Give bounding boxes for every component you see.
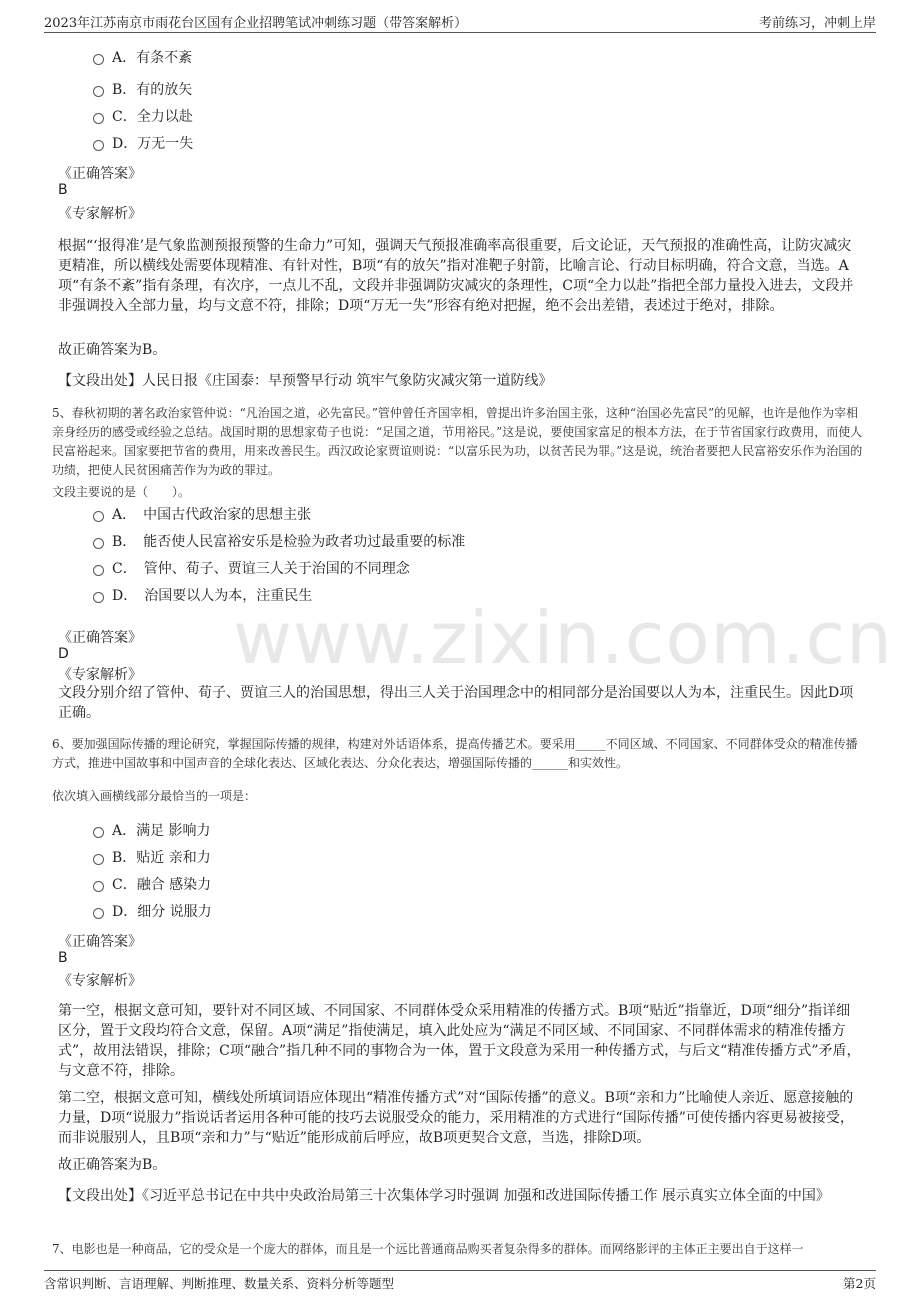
radio-icon[interactable] <box>93 86 104 97</box>
q6-answer: B <box>58 950 68 966</box>
radio-icon[interactable] <box>93 538 104 549</box>
radio-icon[interactable] <box>93 827 104 838</box>
q6-option-c[interactable]: C．融合 感染力 <box>93 875 211 895</box>
q6-option-b[interactable]: B．贴近 亲和力 <box>93 848 211 868</box>
doc-title: 2023年江苏南京市雨花台区国有企业招聘笔试冲刺练习题（带答案解析） <box>44 16 468 31</box>
page-header <box>44 10 876 33</box>
q6-analysis-first: 第一空，根据文意可知，要针对不同区域、不同国家、不同群体受众采用精准的传播方式。B项“贴近”指靠近，D项“细分”指详细区分，置于文段均符合文意，保留。A项“满足”指使满足，填入此处应为“满足不同区域、不同国家、不同群体需求的精准传播方式”，故用法错误，排除；C项“融合”指几种不同的事物合为一体，置于文段意为采用一种传播方式，与后文“精准传播方式”矛盾，与文意不符，排除。 <box>58 1003 861 1079</box>
q6-stem: 6、要加强国际传播的理论研究，掌握国际传播的规律，构建对外话语体系，提高传播艺术。要采用_____不同区域、不同国家、不同群体受众的精准传播方式，推进中国故事和中国声音的全球化表达、区域化表达、分众化表达，增强国际传播的______和实效性。 <box>52 737 858 770</box>
q5-prompt: 文段主要说的是（ ）。 <box>52 485 191 499</box>
q5-stem: 5、春秋初期的著名政治家管仲说：“凡治国之道，必先富民。”管仲曾任齐国宰相，曾提出许多治国主张，这种“治国必先富民”的见解，也许是他作为宰相亲身经历的感受或经验之总结。战国时期的思想家荀子也说：“足国之道，节用裕民。”这是说，要使国家富足的根本方法，在于节省国家行政费用，而使人民富裕起来。国家要把节省的费用，用来改善民生。西汉政论家贾谊则说：“以富乐民为功，以贫苦民为罪。”这是说，统治者要把人民富裕安乐作为治国的功绩，把使人民贫困痛苦作为为政的罪过。 <box>52 406 863 477</box>
q5-option-d[interactable]: D． 治国要以人为本，注重民生 <box>93 586 312 606</box>
q5-option-b[interactable]: B． 能否使人民富裕安乐是检验为政者功过最重要的标准 <box>93 532 465 552</box>
footer-description: 含常识判断、言语理解、判断推理、数量关系、资料分析等题型 <box>44 1276 395 1291</box>
q4-option-d[interactable]: D．万无一失 <box>93 134 193 154</box>
radio-icon[interactable] <box>93 881 104 892</box>
q4-answer-label: 《正确答案》 <box>58 166 142 182</box>
q6-analysis-second: 第二空，根据文意可知，横线处所填词语应体现出“精准传播方式”对“国际传播”的意义。B项“亲和力”比喻使人亲近、愿意接触的力量，D项“说服力”指说话者运用各种可能的技巧去说服受众的能力，采用精准的方式进行“国际传播”可使传播内容更易被接受，而非说服别人，且B项“亲和力”与“贴近”能形成前后呼应，故B项更契合文意，当选，排除D项。 <box>58 1090 854 1146</box>
q4-conclusion: 故正确答案为B。 <box>58 342 167 358</box>
q4-option-b[interactable]: B．有的放矢 <box>93 80 192 100</box>
radio-icon[interactable] <box>93 113 104 124</box>
q5-answer-label: 《正确答案》 <box>58 630 142 646</box>
radio-icon[interactable] <box>93 511 104 522</box>
page-footer <box>44 1270 876 1293</box>
q5-option-a[interactable]: A． 中国古代政治家的思想主张 <box>93 505 311 525</box>
q4-analysis: 根据“‘报得准’是气象监测预报预警的生命力”可知，强调天气预报准确率高很重要，后文论证，天气预报的准确性高，让防灾减灾更精准，所以横线处需要体现精准、有针对性，B项“有的放矢”指对准靶子射箭，比喻言论、行动目标明确，符合文意，当选。A项“有条不紊”指有条理，有次序，一点儿不乱，文段并非强调防灾减灾的条理性，C项“全力以赴”指把全部力量投入进去，文段并非强调投入全部力量，均与文意不符，排除；D项“万无一失”形容有绝对把握，绝不会出差错，表述过于绝对，排除。 <box>58 238 854 314</box>
watermark: www.zixin.com.cn <box>233 596 893 680</box>
q6-option-a[interactable]: A．满足 影响力 <box>93 821 211 841</box>
radio-icon[interactable] <box>93 592 104 603</box>
radio-icon[interactable] <box>93 908 104 919</box>
q7-stem: 7、电影也是一种商品，它的受众是一个庞大的群体，而且是一个远比普通商品购买者复杂得多的群体。而网络影评的主体正主要出自于这样一 <box>52 1242 804 1256</box>
q5-analysis-label: 《专家解析》 <box>58 667 142 683</box>
q4-answer: B <box>58 182 68 198</box>
radio-icon[interactable] <box>93 140 104 151</box>
q6-prompt: 依次填入画横线部分最恰当的一项是： <box>52 789 257 803</box>
q4-option-c[interactable]: C．全力以赴 <box>93 107 193 127</box>
q4-source: 【文段出处】人民日报《庄国泰：早预警早行动 筑牢气象防灾减灾第一道防线》 <box>58 373 553 389</box>
q4-option-a[interactable]: A．有条不紊 <box>93 48 192 68</box>
q6-conclusion: 故正确答案为B。 <box>58 1157 167 1173</box>
q4-analysis-label: 《专家解析》 <box>58 206 142 222</box>
page-number: 第2页 <box>843 1276 876 1291</box>
radio-icon[interactable] <box>93 854 104 865</box>
q5-option-c[interactable]: C． 管仲、荀子、贾谊三人关于治国的不同理念 <box>93 559 410 579</box>
header-slogan: 考前练习，冲刺上岸 <box>758 16 876 31</box>
radio-icon[interactable] <box>93 565 104 576</box>
q5-answer: D <box>58 646 69 662</box>
q6-answer-label: 《正确答案》 <box>58 934 142 950</box>
q5-analysis: 文段分别介绍了管仲、荀子、贾谊三人的治国思想，得出三人关于治国理念中的相同部分是治国要以人为本，注重民生。因此D项正确。 <box>58 685 854 721</box>
q6-analysis-label: 《专家解析》 <box>58 973 142 989</box>
radio-icon[interactable] <box>93 54 104 65</box>
q6-option-d[interactable]: D．细分 说服力 <box>93 902 212 922</box>
q6-source: 【文段出处】《习近平总书记在中共中央政治局第三十次集体学习时强调 加强和改进国际传播工作 展示真实立体全面的中国》 <box>58 1188 830 1204</box>
